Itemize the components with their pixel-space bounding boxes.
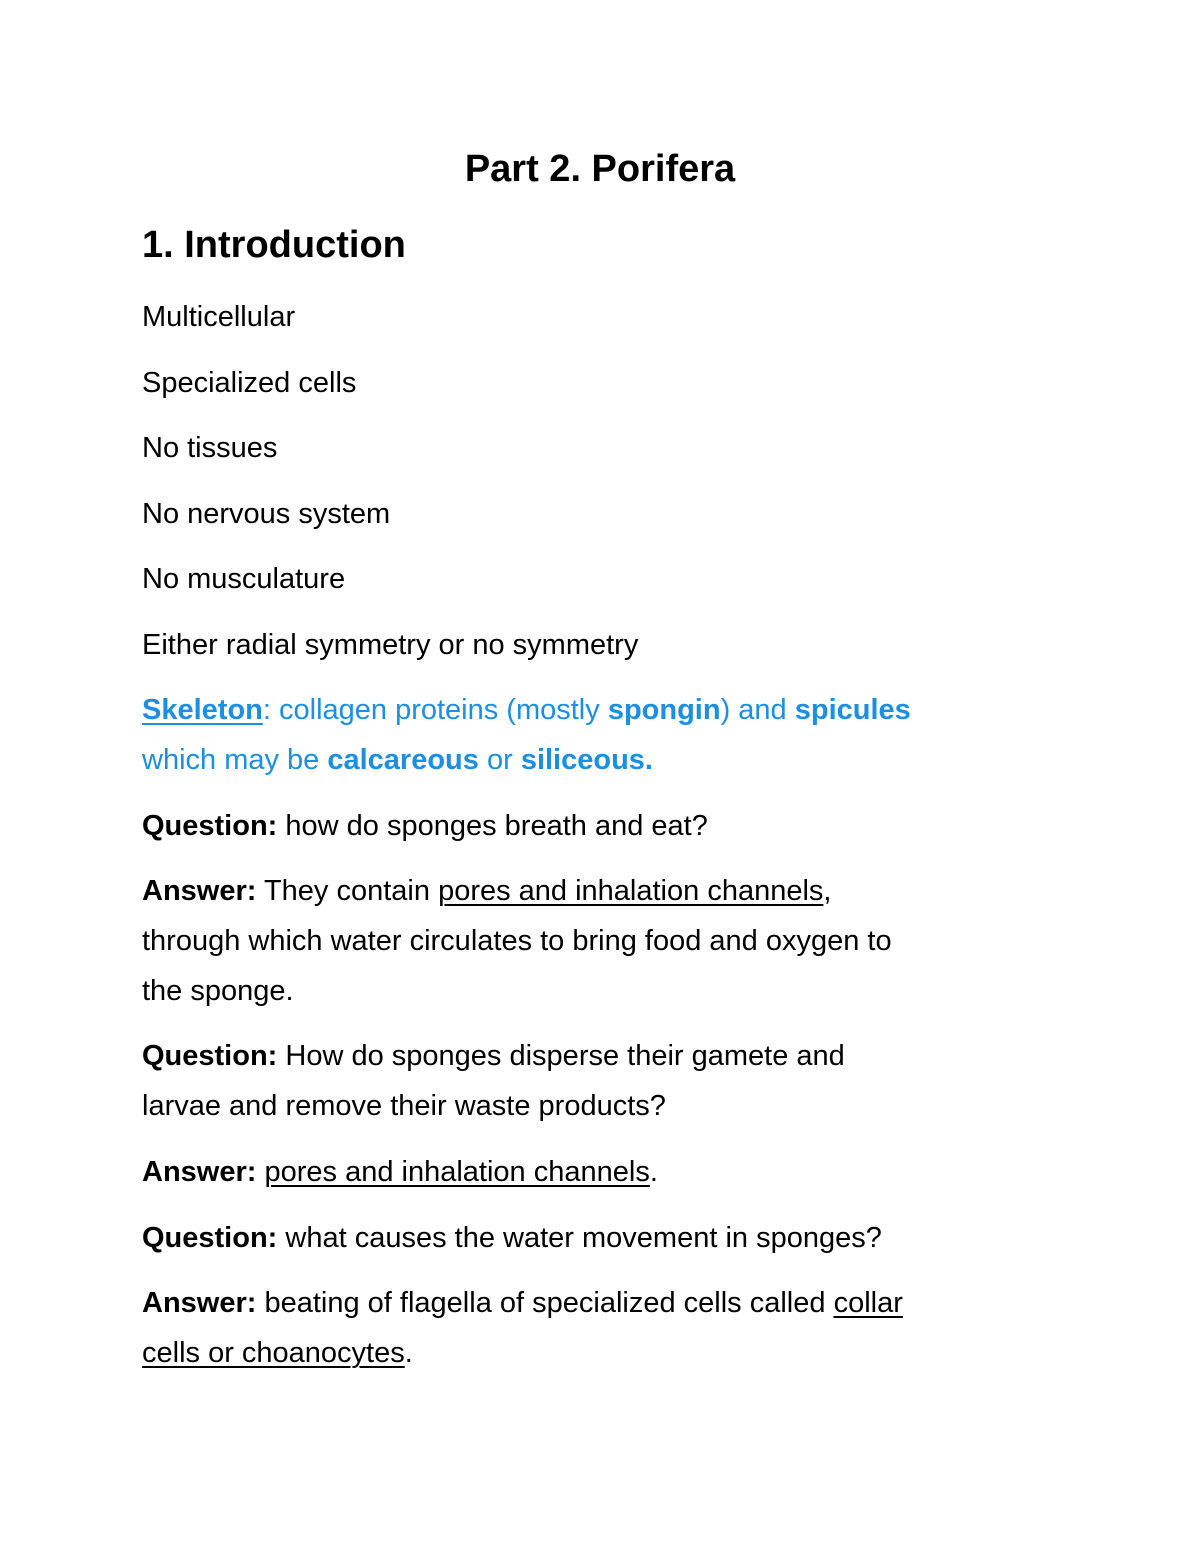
question-text: what causes the water movement in sponges? bbox=[277, 1222, 882, 1254]
section-heading: 1. Introduction bbox=[142, 224, 406, 266]
question-label: Question: bbox=[142, 1040, 278, 1072]
skeleton-text: or bbox=[478, 744, 521, 776]
trait-item: No nervous system bbox=[142, 498, 391, 530]
skeleton-line-1 bbox=[142, 685, 1062, 735]
term-calcareous: calcareous bbox=[327, 744, 479, 776]
term-siliceous: siliceous. bbox=[520, 744, 653, 776]
skeleton-label: Skeleton bbox=[142, 694, 263, 726]
answer-text: , bbox=[823, 875, 832, 907]
answer-2 bbox=[142, 1147, 1062, 1197]
answer-emphasis: pores and inhalation channels bbox=[438, 875, 824, 907]
skeleton-colon: : bbox=[262, 694, 271, 726]
answer-label: Answer: bbox=[142, 875, 257, 907]
skeleton-text: ) and bbox=[720, 694, 795, 726]
trait-item: Either radial symmetry or no symmetry bbox=[142, 629, 639, 661]
answer-emphasis: pores and inhalation channels bbox=[264, 1156, 650, 1188]
page-title: Part 2. Porifera bbox=[464, 148, 736, 190]
term-spongin: spongin bbox=[607, 694, 721, 726]
answer-1 bbox=[142, 866, 1062, 1016]
skeleton-line-2 bbox=[142, 735, 1062, 785]
question-label: Question: bbox=[142, 1222, 278, 1254]
question-1 bbox=[142, 801, 1062, 851]
trait-item: No tissues bbox=[142, 432, 278, 464]
term-spicules: spicules bbox=[794, 694, 911, 726]
question-text: how do sponges breath and eat? bbox=[277, 810, 708, 842]
question-text: larvae and remove their waste products? bbox=[142, 1090, 666, 1122]
question-2 bbox=[142, 1031, 1062, 1131]
trait-item: Multicellular bbox=[142, 301, 296, 333]
answer-3 bbox=[142, 1278, 1062, 1378]
answer-text: They contain bbox=[256, 875, 439, 907]
skeleton-text: which may be bbox=[142, 744, 328, 776]
answer-label: Answer: bbox=[142, 1156, 257, 1188]
answer-text: beating of flagella of specialized cells called bbox=[256, 1287, 834, 1319]
question-label: Question: bbox=[142, 810, 278, 842]
answer-emphasis: cells or choanocytes bbox=[142, 1337, 405, 1369]
answer-text: . bbox=[649, 1156, 658, 1188]
question-3 bbox=[142, 1213, 1062, 1263]
answer-text: the sponge. bbox=[142, 975, 294, 1007]
answer-text: . bbox=[404, 1337, 413, 1369]
question-text: How do sponges disperse their gamete and bbox=[277, 1040, 845, 1072]
trait-item: No musculature bbox=[142, 563, 346, 595]
trait-item: Specialized cells bbox=[142, 367, 357, 399]
answer-label: Answer: bbox=[142, 1287, 257, 1319]
answer-text: through which water circulates to bring food and oxygen to bbox=[142, 925, 892, 957]
skeleton-text: collagen proteins (mostly bbox=[270, 694, 608, 726]
answer-emphasis: collar bbox=[833, 1287, 903, 1319]
skeleton-paragraph bbox=[142, 685, 1062, 785]
